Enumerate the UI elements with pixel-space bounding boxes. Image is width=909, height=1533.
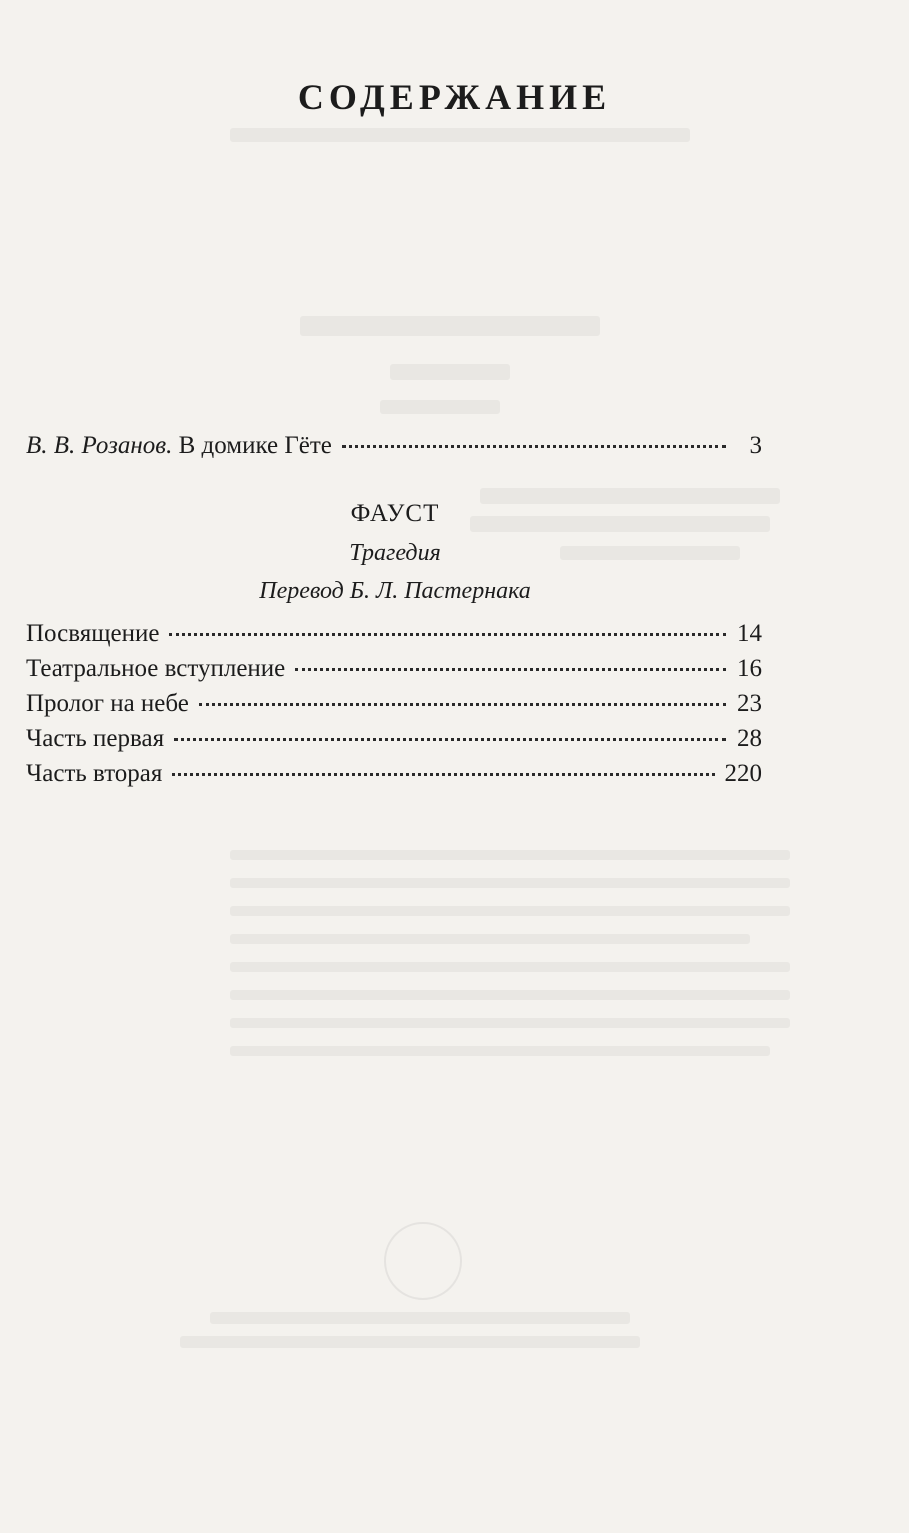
toc-entry-title: Посвящение [26,620,160,647]
dot-leader [295,668,726,671]
toc-entry-page: 3 [749,432,762,459]
dot-leader [169,633,726,636]
toc-entry [26,651,762,687]
toc-entry-page: 16 [737,655,762,682]
dot-leader [174,738,726,741]
dot-leader [199,703,726,706]
toc-entry-title: В домике Гёте [178,432,332,459]
toc-entry-page: 220 [724,760,762,787]
toc-entry [26,616,762,652]
section-translation-credit: Перевод Б. Л. Пастернака [259,578,531,604]
section-subtitle: Трагедия [349,540,441,566]
dot-leader [342,445,726,448]
toc-entry-label [26,428,332,464]
dot-leader [172,773,714,776]
toc-entry-intro [26,428,762,464]
toc-entry [26,686,762,722]
toc-entry-title: Часть первая [26,725,165,752]
toc-entry-title: Театральное вступление [26,655,286,682]
toc-entry-title: Пролог на небе [26,690,189,717]
toc-entry [26,756,762,792]
toc-entry-page: 23 [737,690,762,717]
toc-entry-page: 14 [737,620,762,647]
toc-entry-author: В. В. Розанов. [26,432,173,459]
toc-entry-page: 28 [737,725,762,752]
toc-entry-title: Часть вторая [26,760,163,787]
page-title: СОДЕРЖАНИЕ [297,77,612,117]
toc-entry [26,721,762,757]
section-title: ФАУСТ [350,500,440,527]
